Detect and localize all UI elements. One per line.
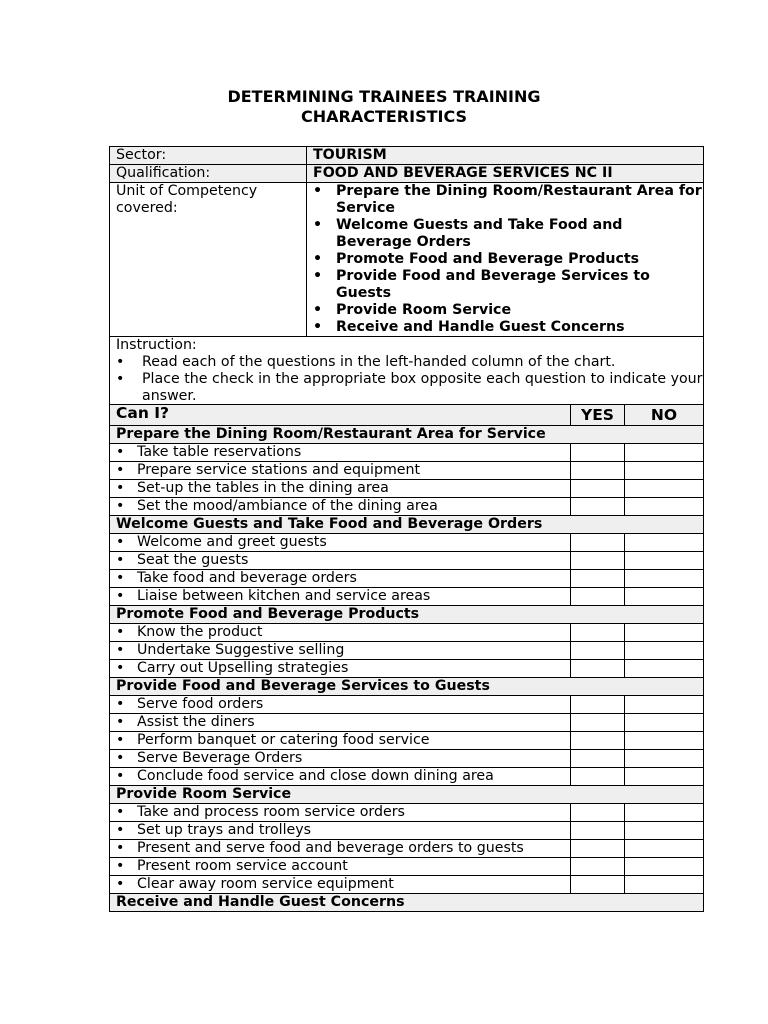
title-line-1: DETERMINING TRAINEES TRAINING xyxy=(227,87,541,106)
yes-checkbox[interactable] xyxy=(571,552,625,570)
checklist-item-row xyxy=(110,588,704,606)
unit-item: • Promote Food and Beverage Products xyxy=(313,251,640,267)
checklist-item xyxy=(110,570,571,588)
bullet-icon: • xyxy=(116,822,125,838)
checklist-header-row xyxy=(110,405,704,426)
yes-checkbox[interactable] xyxy=(571,570,625,588)
checklist-item-row xyxy=(110,714,704,732)
no-checkbox[interactable] xyxy=(625,498,704,516)
no-checkbox[interactable] xyxy=(625,840,704,858)
checklist-item xyxy=(110,696,571,714)
checklist-item-text: Serve Beverage Orders xyxy=(137,750,303,766)
yes-checkbox[interactable] xyxy=(571,804,625,822)
unit-list xyxy=(307,183,703,336)
bullet-icon: • xyxy=(116,876,125,892)
instruction-row xyxy=(110,337,704,406)
yes-checkbox[interactable] xyxy=(571,858,625,876)
checklist-item-row xyxy=(110,660,704,678)
yes-checkbox[interactable] xyxy=(571,462,625,480)
bullet-icon: • xyxy=(116,696,125,712)
bullet-icon: • xyxy=(116,768,125,784)
checklist-item-text: Take table reservations xyxy=(137,444,302,460)
checklist-item xyxy=(110,444,571,462)
checklist-item xyxy=(110,642,571,660)
checklist-item xyxy=(110,462,571,480)
bullet-icon: • xyxy=(116,642,125,658)
checklist-item xyxy=(110,768,571,786)
yes-checkbox[interactable] xyxy=(571,822,625,840)
checklist-item xyxy=(110,588,571,606)
checklist-item-row xyxy=(110,480,704,498)
yes-checkbox[interactable] xyxy=(571,660,625,678)
instruction-label: Instruction: xyxy=(116,337,197,353)
no-checkbox[interactable] xyxy=(625,588,704,606)
sector-value: TOURISM xyxy=(307,147,704,165)
checklist-item-text: Take and process room service orders xyxy=(137,804,405,820)
no-checkbox[interactable] xyxy=(625,876,704,894)
bullet-icon: • xyxy=(313,268,323,284)
bullet-icon: • xyxy=(313,302,323,318)
checklist-item-text: Welcome and greet guests xyxy=(137,534,327,550)
no-checkbox[interactable] xyxy=(625,462,704,480)
section-title: Provide Food and Beverage Services to Guests xyxy=(110,678,704,696)
bullet-icon: • xyxy=(116,444,125,460)
instruction-item: • Place the check in the appropriate box opposite each question to indicate your answer. xyxy=(116,371,703,404)
info-table xyxy=(109,146,704,406)
unit-item: • Welcome Guests and Take Food and Beverage Orders xyxy=(313,217,623,250)
unit-row xyxy=(110,183,704,337)
checklist-item xyxy=(110,498,571,516)
unit-item: • Provide Room Service xyxy=(313,302,512,318)
checklist-item-row xyxy=(110,840,704,858)
checklist-item-text: Take food and beverage orders xyxy=(137,570,357,586)
checklist-item-row xyxy=(110,858,704,876)
bullet-icon: • xyxy=(116,660,125,676)
yes-checkbox[interactable] xyxy=(571,696,625,714)
checklist-item-text: Prepare service stations and equipment xyxy=(137,462,421,478)
bullet-icon: • xyxy=(116,732,125,748)
no-checkbox[interactable] xyxy=(625,552,704,570)
checklist-item-row xyxy=(110,534,704,552)
bullet-icon: • xyxy=(116,462,125,478)
bullet-icon: • xyxy=(313,319,323,335)
checklist-item-row xyxy=(110,642,704,660)
bullet-icon: • xyxy=(116,371,125,387)
bullet-icon: • xyxy=(116,354,125,370)
bullet-icon: • xyxy=(116,714,125,730)
no-checkbox[interactable] xyxy=(625,480,704,498)
checklist-item-text: Seat the guests xyxy=(137,552,249,568)
section-header-row xyxy=(110,516,704,534)
no-checkbox[interactable] xyxy=(625,624,704,642)
bullet-icon: • xyxy=(116,840,125,856)
section-header-row xyxy=(110,786,704,804)
qualification-label: Qualification: xyxy=(110,165,307,183)
no-checkbox[interactable] xyxy=(625,570,704,588)
unit-item: • Provide Food and Beverage Services to Guests xyxy=(313,268,650,301)
bullet-icon: • xyxy=(116,624,125,640)
checklist-item xyxy=(110,804,571,822)
section-title: Promote Food and Beverage Products xyxy=(110,606,704,624)
section-header-row xyxy=(110,606,704,624)
unit-label: Unit of Competency covered: xyxy=(110,183,307,337)
sector-label: Sector: xyxy=(110,147,307,165)
yes-checkbox[interactable] xyxy=(571,876,625,894)
no-checkbox[interactable] xyxy=(625,822,704,840)
bullet-icon: • xyxy=(116,534,125,550)
checklist-item xyxy=(110,840,571,858)
yes-checkbox[interactable] xyxy=(571,732,625,750)
section-title: Receive and Handle Guest Concerns xyxy=(110,894,704,912)
bullet-icon: • xyxy=(116,552,125,568)
checklist-item xyxy=(110,876,571,894)
bullet-icon: • xyxy=(116,480,125,496)
checklist-item-text: Present and serve food and beverage orders to guests xyxy=(137,840,524,856)
checklist-item-text: Perform banquet or catering food service xyxy=(137,732,430,748)
instruction-item: • Read each of the questions in the left-handed column of the chart. xyxy=(116,354,616,370)
checklist-item xyxy=(110,480,571,498)
checklist-item-text: Undertake Suggestive selling xyxy=(137,642,345,658)
checklist-item xyxy=(110,750,571,768)
checklist-item xyxy=(110,624,571,642)
document-title xyxy=(0,87,768,127)
no-checkbox[interactable] xyxy=(625,444,704,462)
yes-checkbox[interactable] xyxy=(571,588,625,606)
no-checkbox[interactable] xyxy=(625,642,704,660)
checklist-item-row xyxy=(110,804,704,822)
checklist-item xyxy=(110,858,571,876)
checklist-item-text: Carry out Upselling strategies xyxy=(137,660,349,676)
section-header-row xyxy=(110,426,704,444)
section-title: Provide Room Service xyxy=(110,786,704,804)
no-checkbox[interactable] xyxy=(625,660,704,678)
no-checkbox[interactable] xyxy=(625,768,704,786)
yes-header: YES xyxy=(571,405,625,426)
bullet-icon: • xyxy=(116,750,125,766)
no-checkbox[interactable] xyxy=(625,858,704,876)
section-title: Welcome Guests and Take Food and Beverage Orders xyxy=(110,516,704,534)
unit-item: • Prepare the Dining Room/Restaurant Area for Service xyxy=(313,183,702,216)
checklist-item-row xyxy=(110,822,704,840)
checklist-item-text: Liaise between kitchen and service areas xyxy=(137,588,431,604)
checklist-item xyxy=(110,552,571,570)
yes-checkbox[interactable] xyxy=(571,534,625,552)
checklist-item xyxy=(110,714,571,732)
yes-checkbox[interactable] xyxy=(571,768,625,786)
section-header-row xyxy=(110,894,704,912)
yes-checkbox[interactable] xyxy=(571,624,625,642)
checklist-item-row xyxy=(110,444,704,462)
checklist-item-text: Know the product xyxy=(137,624,263,640)
no-checkbox[interactable] xyxy=(625,714,704,732)
checklist-item-text: Set-up the tables in the dining area xyxy=(137,480,389,496)
bullet-icon: • xyxy=(313,217,323,233)
yes-checkbox[interactable] xyxy=(571,840,625,858)
checklist-item-row xyxy=(110,498,704,516)
checklist-item-row xyxy=(110,624,704,642)
checklist-item-row xyxy=(110,876,704,894)
instruction-list xyxy=(116,354,703,405)
bullet-icon: • xyxy=(116,858,125,874)
title-line-2: CHARACTERISTICS xyxy=(300,107,468,126)
checklist-item-text: Set the mood/ambiance of the dining area xyxy=(137,498,438,514)
no-header: NO xyxy=(625,405,704,426)
bullet-icon: • xyxy=(116,588,125,604)
checklist-table xyxy=(109,404,704,912)
checklist-item-text: Present room service account xyxy=(137,858,348,874)
no-checkbox[interactable] xyxy=(625,804,704,822)
unit-item: • Receive and Handle Guest Concerns xyxy=(313,319,625,335)
section-header-row xyxy=(110,678,704,696)
yes-checkbox[interactable] xyxy=(571,750,625,768)
checklist-item-row xyxy=(110,552,704,570)
question-header: Can I? xyxy=(110,405,571,426)
checklist-item xyxy=(110,660,571,678)
sector-row xyxy=(110,147,704,165)
checklist-item-row xyxy=(110,462,704,480)
checklist-item-text: Serve food orders xyxy=(137,696,264,712)
bullet-icon: • xyxy=(116,498,125,514)
checklist-item-text: Clear away room service equipment xyxy=(137,876,394,892)
section-title: Prepare the Dining Room/Restaurant Area for Service xyxy=(110,426,704,444)
checklist-item-text: Assist the diners xyxy=(137,714,255,730)
yes-checkbox[interactable] xyxy=(571,444,625,462)
no-checkbox[interactable] xyxy=(625,534,704,552)
checklist-item-row xyxy=(110,750,704,768)
yes-checkbox[interactable] xyxy=(571,642,625,660)
checklist-item-text: Conclude food service and close down dining area xyxy=(137,768,494,784)
checklist-item-row xyxy=(110,768,704,786)
checklist-item-text: Set up trays and trolleys xyxy=(137,822,312,838)
no-checkbox[interactable] xyxy=(625,732,704,750)
bullet-icon: • xyxy=(313,183,323,199)
qualification-value: FOOD AND BEVERAGE SERVICES NC II xyxy=(307,165,704,183)
qualification-row xyxy=(110,165,704,183)
yes-checkbox[interactable] xyxy=(571,498,625,516)
bullet-icon: • xyxy=(116,804,125,820)
checklist-item xyxy=(110,732,571,750)
bullet-icon: • xyxy=(116,570,125,586)
no-checkbox[interactable] xyxy=(625,696,704,714)
yes-checkbox[interactable] xyxy=(571,480,625,498)
checklist-item xyxy=(110,822,571,840)
yes-checkbox[interactable] xyxy=(571,714,625,732)
checklist-item xyxy=(110,534,571,552)
checklist-item-row xyxy=(110,696,704,714)
no-checkbox[interactable] xyxy=(625,750,704,768)
checklist-item-row xyxy=(110,570,704,588)
checklist-item-row xyxy=(110,732,704,750)
bullet-icon: • xyxy=(313,251,323,267)
